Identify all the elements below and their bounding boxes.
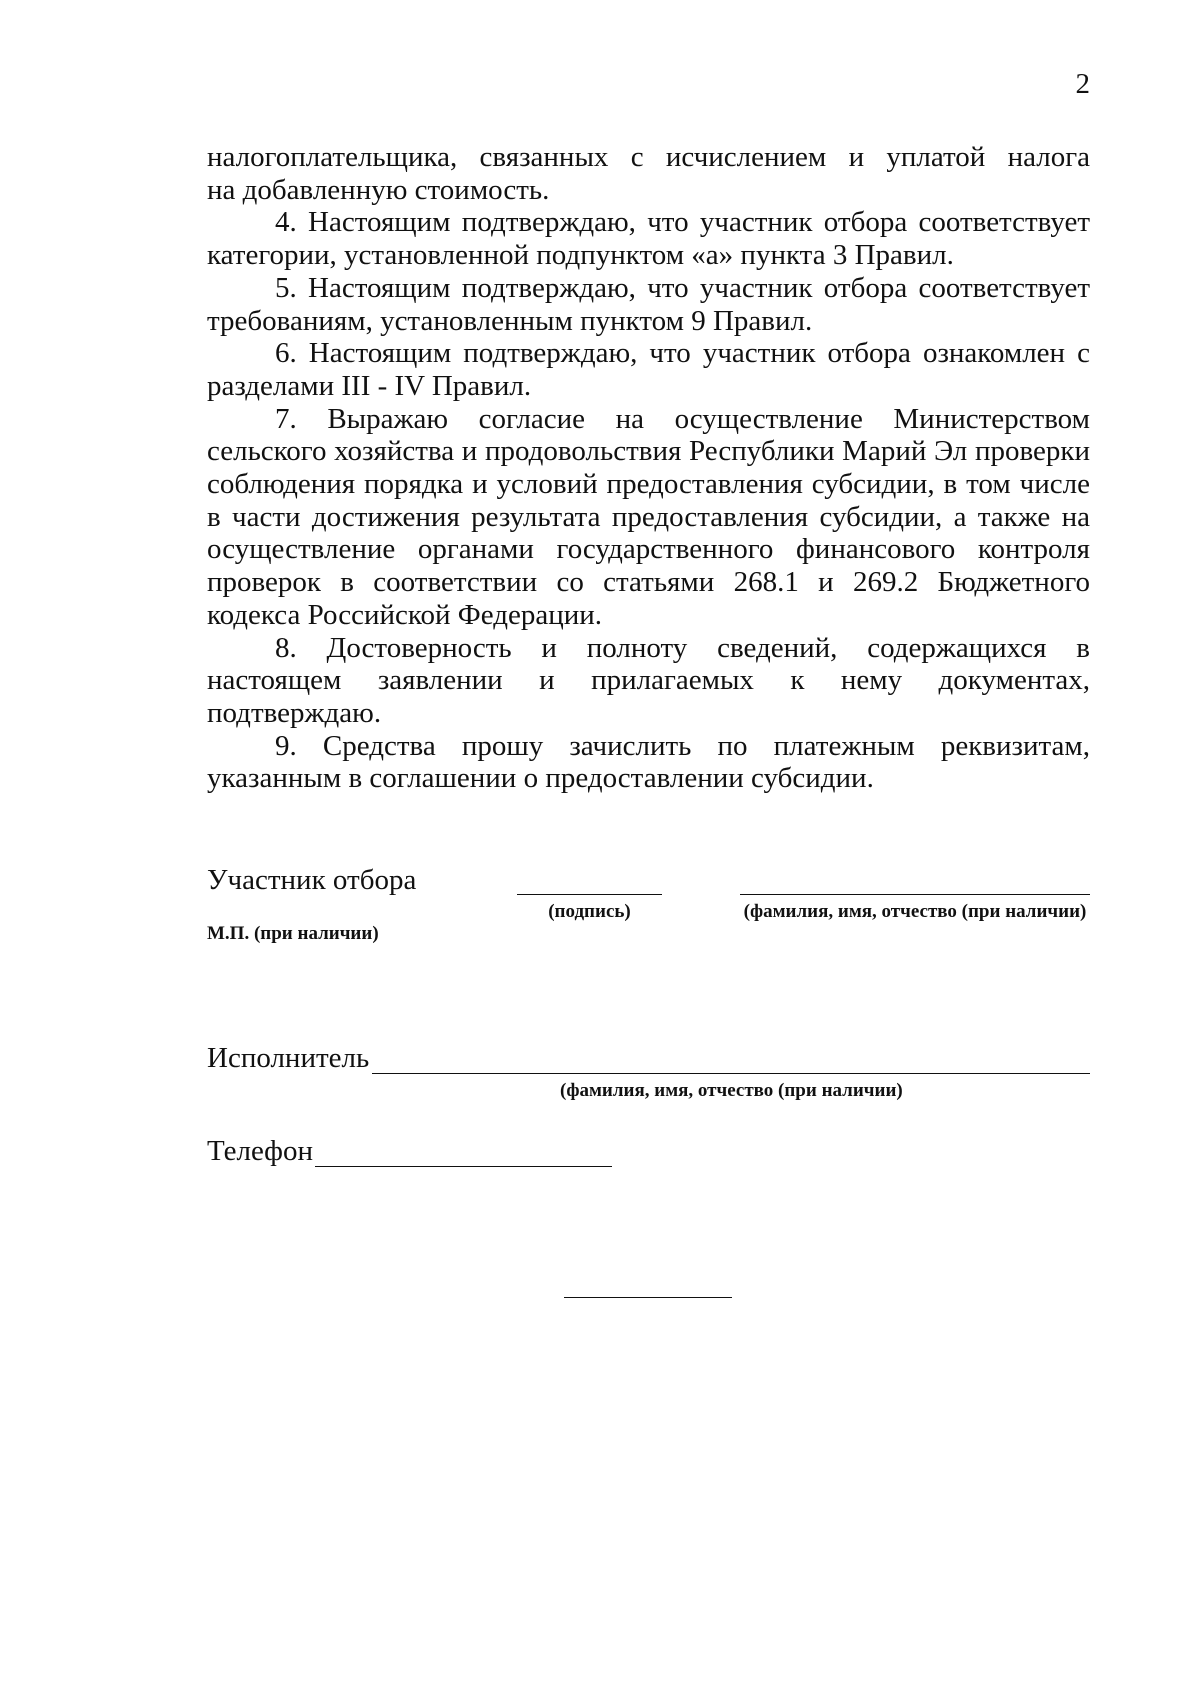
paragraph-7: 7. Выражаю согласие на осуществление Министерством сельского хозяйства и продовольствия Республики Марий Эл проверки соблюдения порядка и условий предоставления субсидии, в том числе в части достижения результата предоставления субсидии, а также на осуществление органами государственного финансового контроля проверок в соответствии со статьями 268.1 и 269.2 Бюджетного кодекса Российской Федерации. xyxy=(207,402,1090,631)
document-body xyxy=(207,141,1090,795)
executor-name-caption: (фамилия, имя, отчество (при наличии) xyxy=(560,1080,903,1101)
paragraph-3-continuation xyxy=(207,141,1090,206)
paragraph-3-line-2: на добавленную стоимость. xyxy=(207,173,550,206)
paragraph-6: 6. Настоящим подтверждаю, что участник отбора ознакомлен с разделами III - IV Правил. xyxy=(207,337,1090,402)
paragraph-9: 9. Средства прошу зачислить по платежным реквизитам, указанным в соглашении о предоставлении субсидии. xyxy=(207,729,1090,795)
signature-line xyxy=(517,894,662,895)
participant-label: Участник отбора xyxy=(207,864,417,896)
executor-name-line xyxy=(372,1073,1090,1074)
paragraph-4: 4. Настоящим подтверждаю, что участник отбора соответствует категории, установленной подпунктом «а» пункта 3 Правил. xyxy=(207,206,1090,272)
participant-name-line xyxy=(740,894,1090,895)
paragraph-8: 8. Достоверность и полноту сведений, содержащихся в настоящем заявлении и прилагаемых к нему документах, подтверждаю. xyxy=(207,631,1090,729)
phone-line xyxy=(315,1166,612,1167)
paragraph-3-line-1: налогоплательщика, связанных с исчислением и уплатой налога xyxy=(207,141,1090,173)
executor-label: Исполнитель xyxy=(207,1042,370,1074)
end-of-document-divider xyxy=(564,1297,732,1298)
stamp-note: М.П. (при наличии) xyxy=(207,923,379,944)
page-number: 2 xyxy=(1075,68,1090,100)
paragraph-5: 5. Настоящим подтверждаю, что участник отбора соответствует требованиям, установленным пунктом 9 Правил. xyxy=(207,271,1090,337)
participant-name-caption: (фамилия, имя, отчество (при наличии) xyxy=(743,901,1087,922)
signature-caption: (подпись) xyxy=(548,901,631,922)
phone-label: Телефон xyxy=(207,1135,313,1167)
